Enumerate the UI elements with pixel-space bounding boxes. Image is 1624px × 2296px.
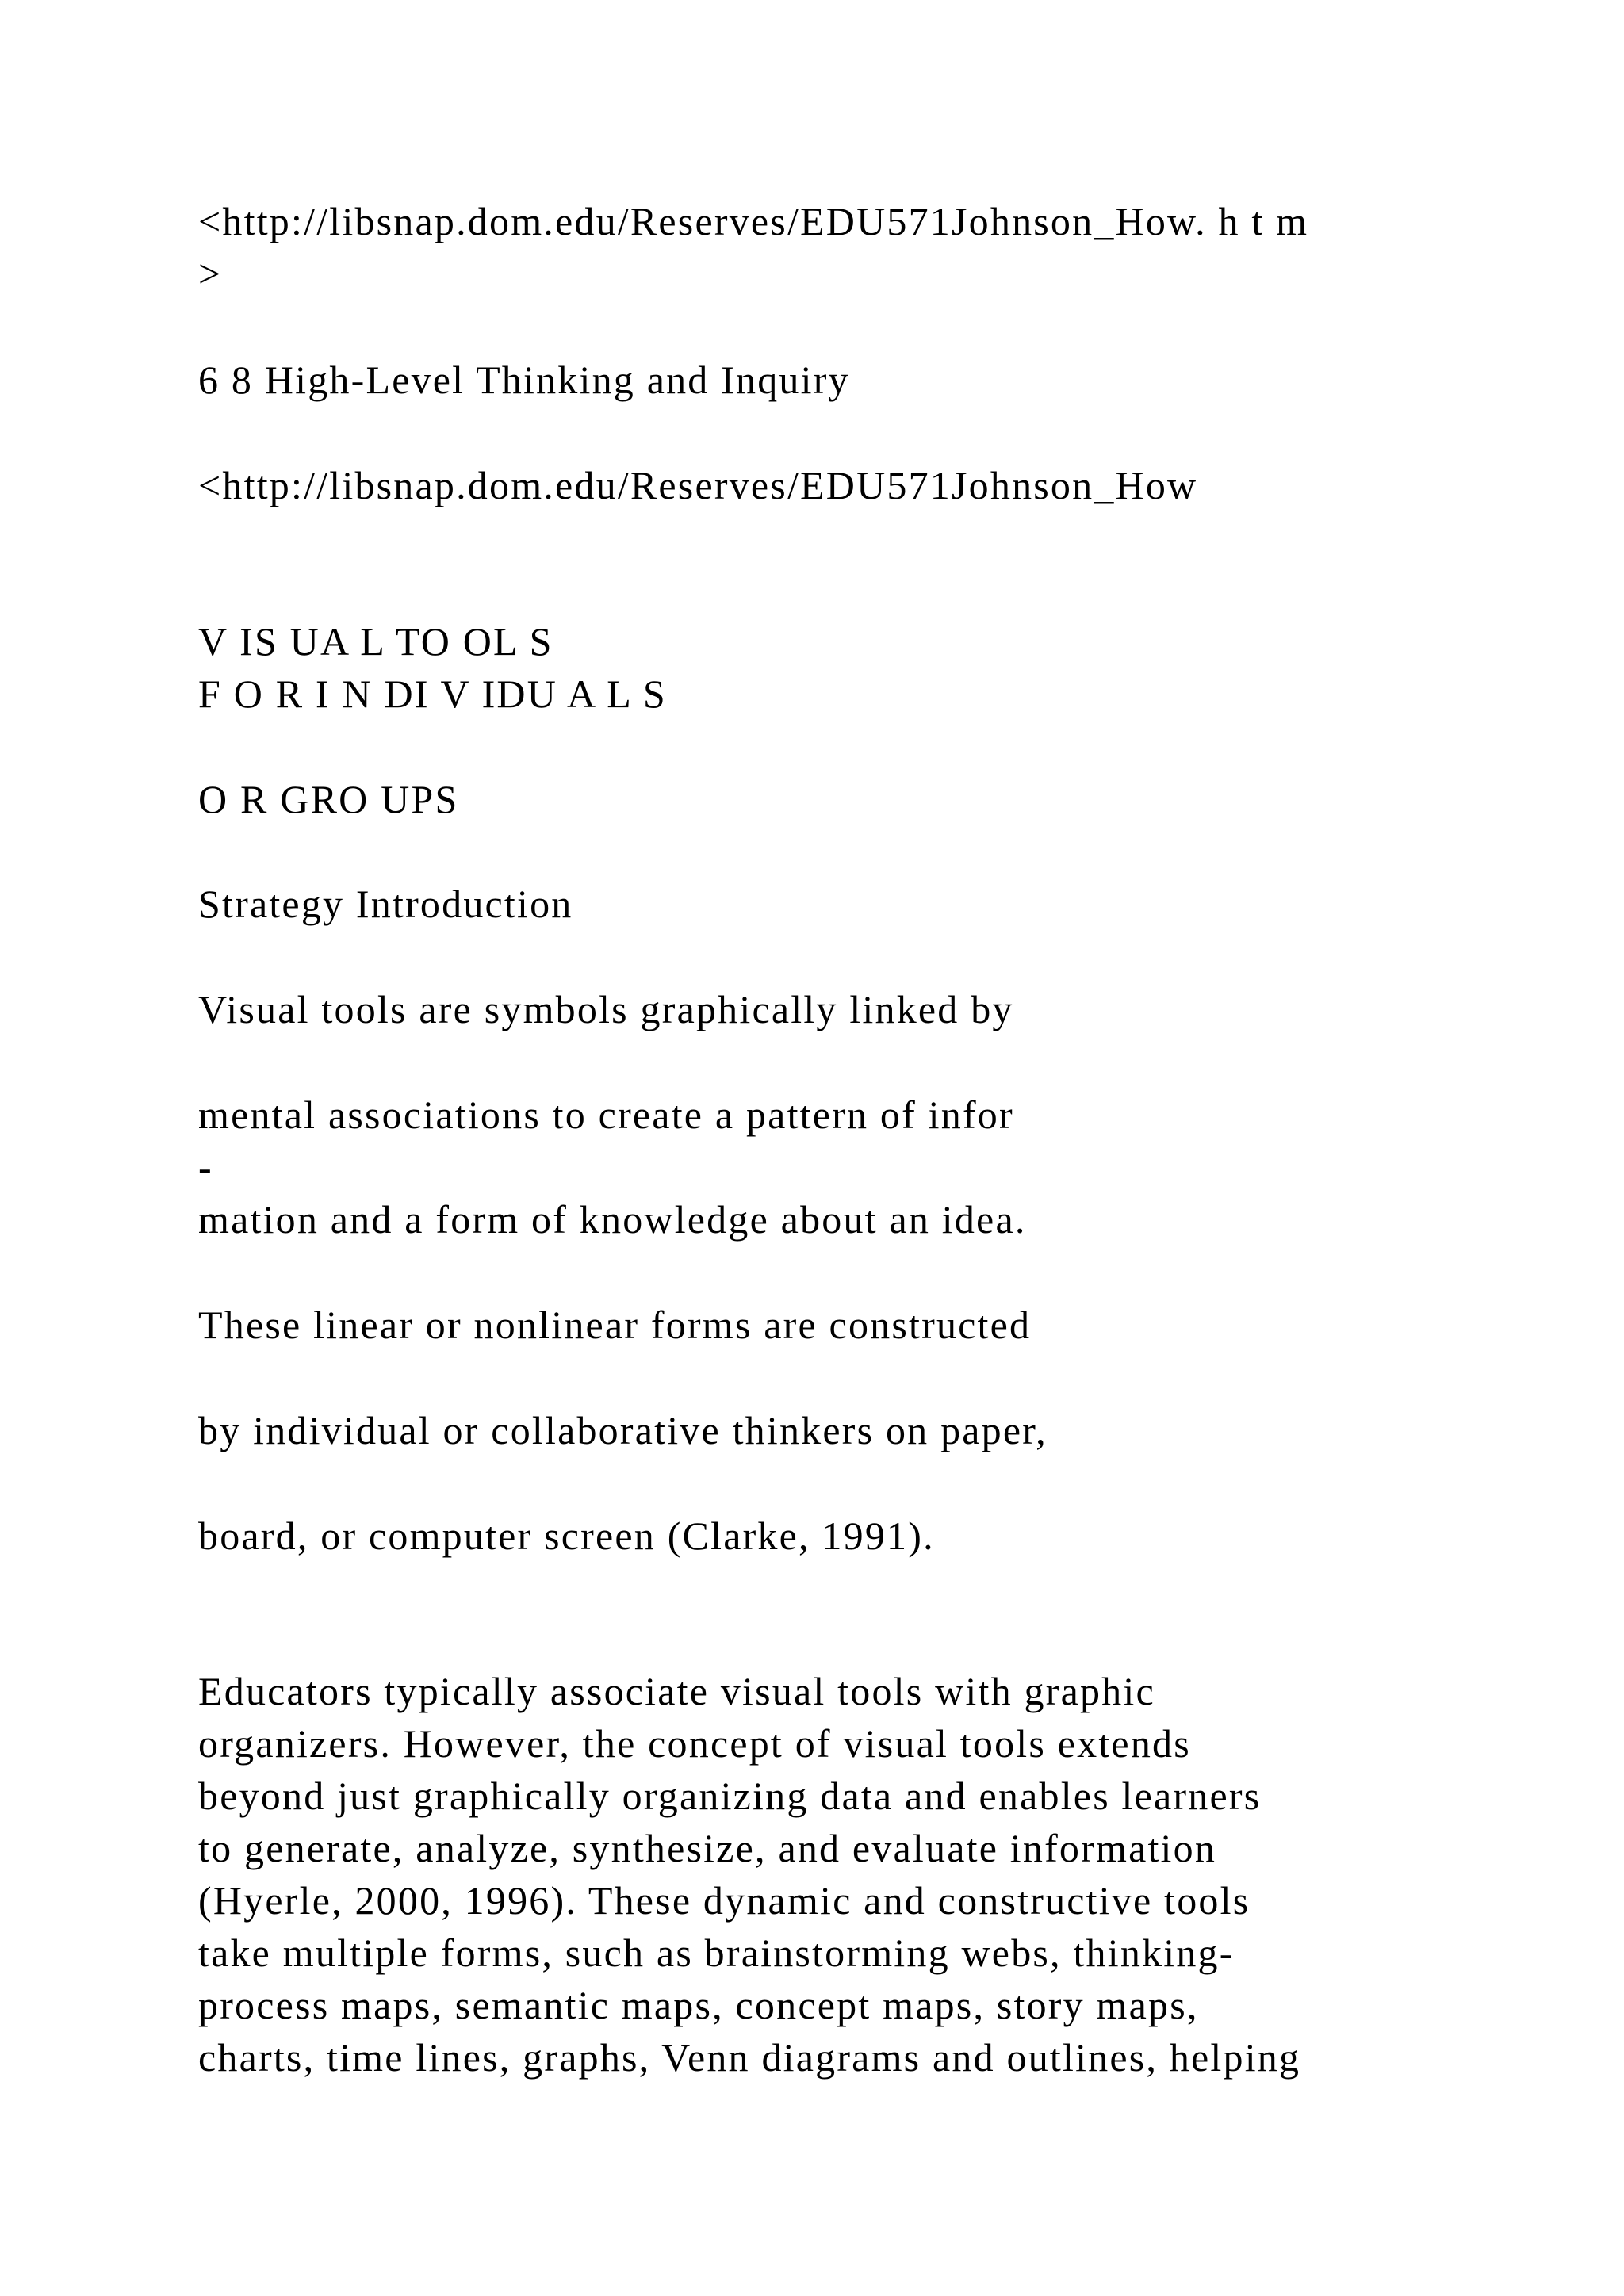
intro-line: These linear or nonlinear forms are constructed [198, 1303, 1032, 1347]
intro-line: board, or computer screen (Clarke, 1991). [198, 1513, 935, 1558]
url-line-1-end: > [198, 251, 223, 296]
intro-line: - [198, 1145, 213, 1189]
url-line-2: <http://libsnap.dom.edu/Reserves/EDU571Johnson_How [198, 463, 1198, 507]
section-title: Strategy Introduction [198, 882, 573, 926]
intro-line: mation and a form of knowledge about an idea. [198, 1197, 1027, 1242]
heading-line-3: O R GRO UPS [198, 777, 459, 821]
body-line: charts, time lines, graphs, Venn diagrams and outlines, helping [198, 2035, 1301, 2080]
intro-line: by individual or collaborative thinkers on paper, [198, 1408, 1048, 1452]
body-line: organizers. However, the concept of visual tools extends [198, 1721, 1191, 1766]
running-head: 6 8 High-Level Thinking and Inquiry [198, 358, 850, 402]
body-line: beyond just graphically organizing data and enables learners [198, 1774, 1262, 1818]
heading-line-2: F O R I N DI V IDU A L S [198, 672, 667, 716]
body-line: to generate, analyze, synthesize, and evaluate information [198, 1826, 1217, 1870]
intro-line: mental associations to create a pattern of infor [198, 1093, 1014, 1137]
url-line-1: <http://libsnap.dom.edu/Reserves/EDU571Johnson_How. h t m [198, 199, 1309, 243]
heading-line-1: V IS UA L TO OL S [198, 619, 553, 664]
body-line: process maps, semantic maps, concept maps, story maps, [198, 1983, 1199, 2027]
body-line: take multiple forms, such as brainstorming webs, thinking- [198, 1931, 1235, 1975]
body-line: (Hyerle, 2000, 1996). These dynamic and constructive tools [198, 1878, 1251, 1923]
intro-line: Visual tools are symbols graphically linked by [198, 987, 1014, 1031]
body-line: Educators typically associate visual tools with graphic [198, 1669, 1155, 1713]
